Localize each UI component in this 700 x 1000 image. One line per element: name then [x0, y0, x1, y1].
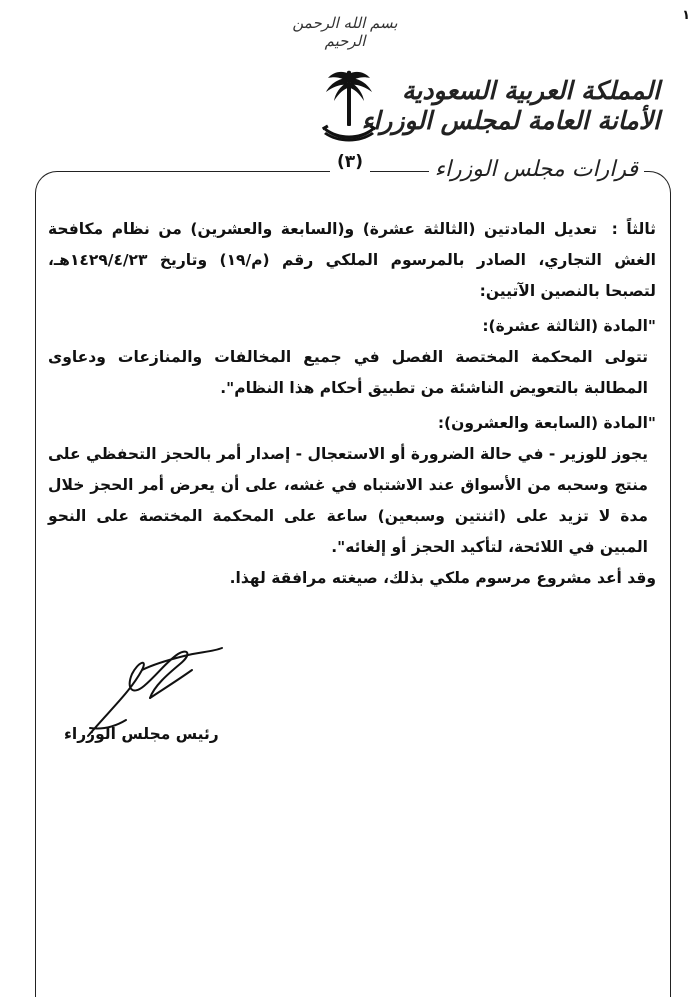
closing-statement: وقد أعد مشروع مرسوم ملكي بذلك، صيغته مرافقة لهذا. [229, 569, 656, 587]
article-13-title: "المادة (الثالثة عشرة): [482, 317, 656, 335]
header-resolutions: قرارات مجلس الوزراء [429, 157, 644, 182]
page-number: (٣) [330, 152, 370, 172]
section-text: تعديل المادتين (الثالثة عشرة) و(السابعة والعشرين) من نظام مكافحة الغش التجاري، الصادر بالمرسوم الملكي رقم (م/١٩) وتاريخ ١٤٢٩/٤/٢٣هـ، لتصبحا بالنصين الآتيين: [48, 220, 656, 300]
header-secretariat: الأمانة العامة لمجلس الوزراء [361, 106, 660, 135]
article-27-title: "المادة (السابعة والعشرون): [437, 414, 656, 432]
section-label: ثالثاً : [611, 220, 656, 238]
page-corner-mark: ١ [682, 8, 690, 23]
article-27-text: يجوز للوزير - في حالة الضرورة أو الاستعجال - إصدار أمر بالحجز التحفظي على منتج وسحبه من الأسواق عند الاشتباه في غشه، على أن يعرض أمر الحجز خلال مدة لا تزيد على (اثنتين وسبعين) ساعة على المحكمة المختصة على النحو المبين في اللائحة، لتأكيد الحجز أو إلغائه". [48, 445, 648, 556]
header-country: المملكة العربية السعودية [401, 76, 660, 105]
document-body [48, 214, 656, 594]
bismillah-calligraphy: بسم الله الرحمن الرحيم [292, 14, 398, 50]
signatory-title: رئيس مجلس الوزراء [64, 725, 219, 743]
article-13-text: تتولى المحكمة المختصة الفصل في جميع المخالفات والمنازعات ودعاوى المطالبة بالتعويض الناشئة من تطبيق أحكام هذا النظام". [48, 348, 648, 397]
section-three [48, 214, 656, 307]
